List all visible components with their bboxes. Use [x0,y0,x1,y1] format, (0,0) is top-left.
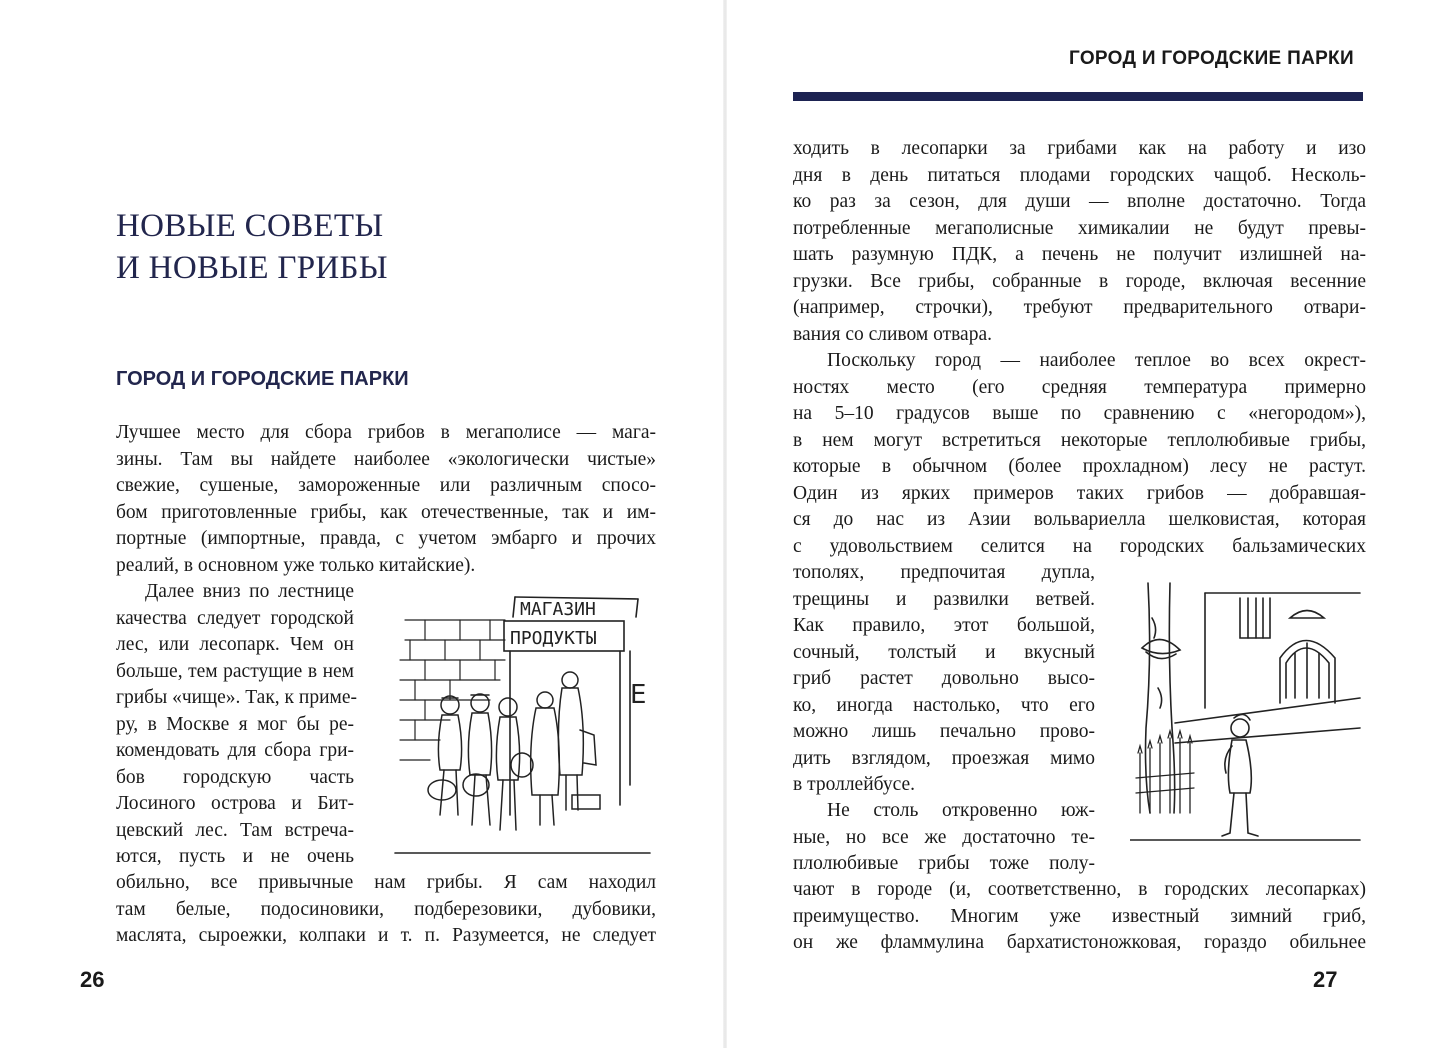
left-page [0,0,725,1048]
text-line: грибы «чище». Так, к приме- [116,687,358,708]
wall-letter: Е [630,680,647,710]
running-head: ГОРОД И ГОРОДСКИЕ ПАРКИ [1069,48,1354,69]
text-line: сочный, толстый и вкусный [793,641,1095,663]
text-line: потребленные мегаполисные химикалии не будут превы- [793,217,1366,239]
text-line: ру, в Москве я мог бы ре- [116,713,354,735]
text-line: чают в городе (и, соответственно, в городских лесопарках) [793,879,1366,900]
text-line: тополях, предпочитая дупла, [793,562,1095,583]
text-line: плолюбивые грибы тоже полу- [793,853,1095,874]
text-line: вания со сливом отвара. [793,323,992,345]
text-line: качества следует городской [116,607,354,629]
fence-icon [1136,731,1194,813]
text-line: Не столь откровенно юж- [827,800,1095,821]
text-line: (например, строчки), требуют предварительного отвари- [793,297,1366,318]
text-line: ные, но все же достаточно те- [793,826,1095,848]
shop-sign-top: МАГАЗИН [520,599,596,620]
text-line: ко, иногда настолько, что его [793,694,1095,716]
left-paragraph-1 [116,420,656,579]
text-line: дить взглядом, проезжая мимо [793,747,1095,769]
text-line: Далее вниз по лестнице [145,581,354,602]
text-line: ются, пусть и не очень [116,846,354,867]
chapter-title [116,205,388,289]
text-line: цевский лес. Там встреча- [116,819,354,841]
text-line: маслята, сыроежки, колпаки и т. п. Разумеется, не следует [116,925,656,946]
text-line: шать разумную ПДК, а печень не получит излишней на- [793,244,1366,265]
text-line: ходить в лесопарки за грибами как на работу и изо [793,138,1366,159]
text-line: Лучшее место для сбора грибов в мегаполисе — мага- [116,422,656,443]
right-paragraph-3-narrow [793,798,1095,878]
text-line: портные (импортные, правда, с учетом эмбарго и прочих [116,528,656,549]
text-line: ко раз за сезон, для души — вполне достаточно. Тогда [793,191,1366,212]
text-line: ностях место (его средняя температура примерно [793,376,1366,398]
man-looking-up-icon [1222,714,1258,836]
text-line: Один из ярких примеров таких грибов — добравшая- [793,482,1366,504]
text-line: свежие, сушеные, замороженные или различным спосо- [116,475,656,496]
text-line: грузки. Все грибы, собранные в городе, включая весенние [793,270,1366,292]
text-line: бом приготовленные грибы, как отечественные, так и им- [116,501,656,523]
text-line: дня в день питаться плодами городских чащоб. Несколь- [793,164,1366,186]
text-line: которые в обычном (более прохладном) лесу не растут. [793,456,1366,477]
text-line: реалий, в основном уже только китайские). [116,554,476,576]
text-line: там белые, подосиновики, подберезовики, дубовики, [116,898,656,920]
text-line: с удовольствием селится на городских бальзамических [793,535,1366,557]
section-title: ГОРОД И ГОРОДСКИЕ ПАРКИ [116,368,409,390]
mushroom-icon [1142,639,1180,653]
text-line: можно лишь печально прово- [793,721,1095,742]
right-paragraph-1 [793,136,1366,348]
page-number-right: 27 [1313,967,1338,992]
street-mushroom-illustration [1130,578,1365,848]
text-line: в нем могут встретиться некоторые теплолюбивые грибы, [793,429,1366,451]
text-line: больше, тем растущие в нем [116,660,354,682]
right-paragraph-3-wide [793,877,1366,957]
running-head-rule [793,92,1363,101]
text-line: Поскольку город — наиболее теплое во всех окрест- [827,350,1366,371]
text-line: он же фламмулина бархатистоножковая, гораздо обильнее [793,932,1366,953]
text-line: гриб растет довольно высо- [793,668,1095,689]
text-line: преимущество. Многим уже известный зимний гриб, [793,905,1366,927]
left-paragraph-2-narrow [116,579,358,871]
chapter-title-line-1: НОВЫЕ СОВЕТЫ [116,208,384,244]
brick-wall-icon [400,620,505,760]
text-line: зины. Там вы найдете наиболее «экологически чистые» [116,448,656,470]
text-line: трещины и развилки ветвей. [793,588,1095,610]
left-paragraph-2-wide [116,870,656,950]
shop-queue-illustration [380,585,660,860]
right-page [725,0,1451,1048]
text-line: на 5–10 градусов выше по сравнению с «негородом»), [793,403,1366,424]
right-paragraph-2-narrow [793,560,1095,799]
text-line: обильно, все привычные нам грибы. Я сам находил [116,872,656,893]
text-line: бов городскую часть [116,766,354,788]
right-paragraph-2-wide [793,348,1366,560]
text-line: ся до нас из Азии вольвариелла шелковистая, которая [793,509,1366,530]
text-line: комендовать для сбора гри- [116,740,354,761]
text-line: лес, или лесопарк. Чем он [116,634,354,655]
page-number-left: 26 [80,967,105,992]
shop-sign-bottom: ПРОДУКТЫ [510,628,597,649]
queue-people-icon [428,672,600,830]
text-line: в троллейбусе. [793,774,915,795]
text-line: Лосиного острова и Бит- [116,793,354,814]
text-line: Как правило, этот большой, [793,615,1095,636]
chapter-title-line-2: И НОВЫЕ ГРИБЫ [116,250,388,286]
